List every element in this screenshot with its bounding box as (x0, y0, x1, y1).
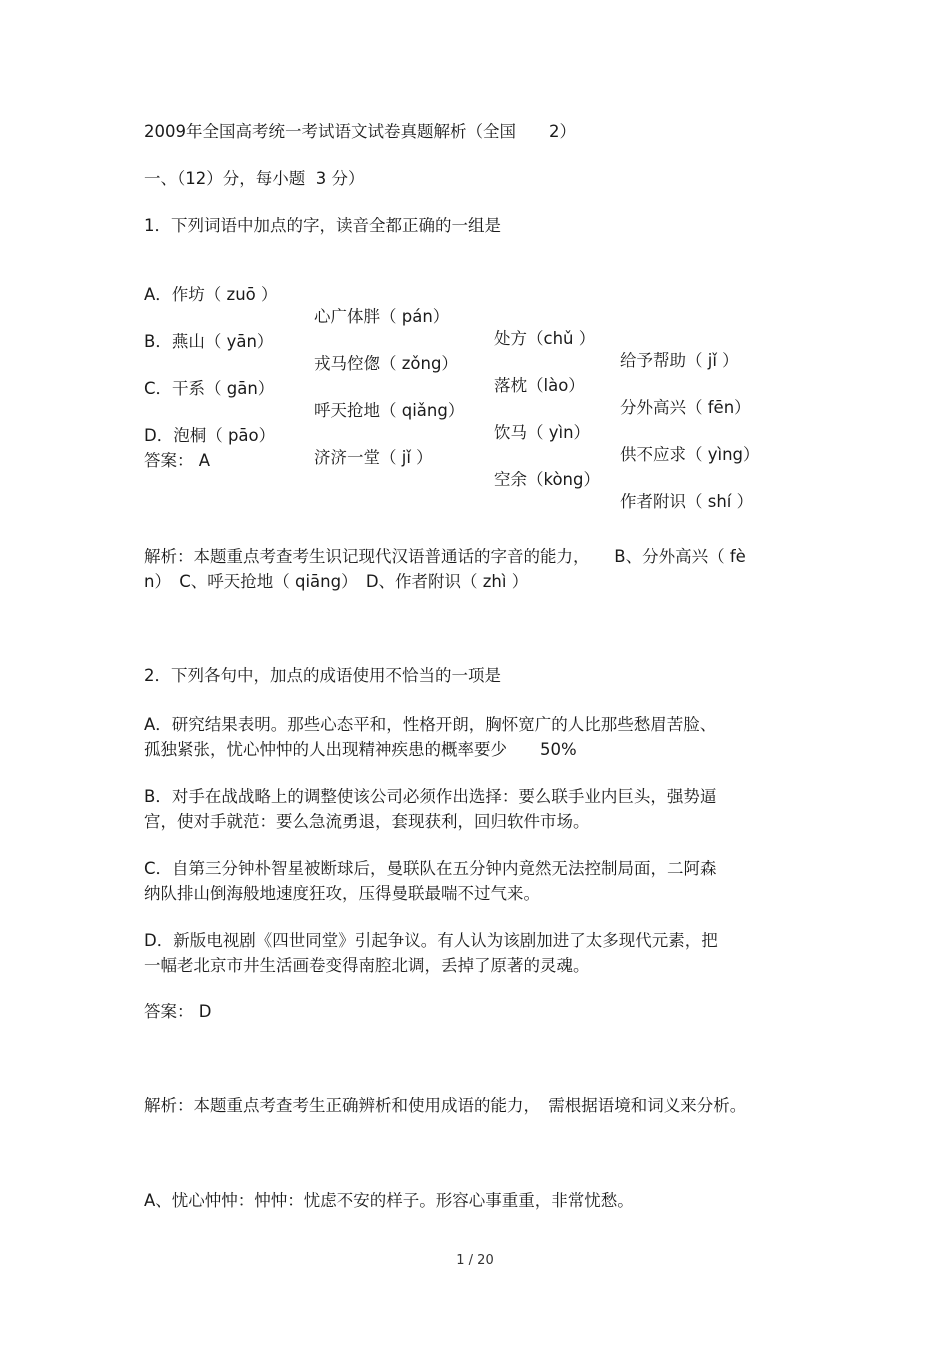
option-b-item-3: 落枕（lào） (494, 376, 585, 395)
option-c-item-2: 呼天抢地（ qiǎng） (314, 401, 465, 420)
option-a-item-2: 心广体胖（ pán） (314, 307, 450, 326)
question-2-answer: 答案： D (144, 1002, 212, 1021)
option-a-line-1: A．研究结果表明。那些心态平和，性格开朗，胸怀宽广的人比那些愁眉苦脸、 (144, 715, 717, 734)
question-2-note-a: A、忧心忡忡：忡忡：忧虑不安的样子。形容心事重重，非常忧愁。 (144, 1191, 634, 1210)
option-c-line-1: C．自第三分钟朴智星被断球后，曼联队在五分钟内竟然无法控制局面，二阿森 (144, 859, 717, 878)
option-b-line-2: 宫，使对手就范：要么急流勇退，套现获利，回归软件市场。 (144, 812, 590, 831)
question-1-stem: 1．下列词语中加点的字，读音全都正确的一组是 (144, 216, 501, 235)
question-2-option-a (144, 712, 784, 762)
option-d-line-1: D．新版电视剧《四世同堂》引起争议。有人认为该剧加进了太多现代元素，把 (144, 931, 718, 950)
question-1-analysis (144, 544, 784, 594)
option-a-line-2: 孤独紧张，忧心忡忡的人出现精神疾患的概率要少 50% (144, 740, 577, 759)
analysis-line-1: 解析：本题重点考查考生识记现代汉语普通话的字音的能力， B、分外高兴（ fè (144, 547, 746, 566)
analysis-line-2: n） C、呼天抢地（ qiāng） D、作者附识（ zhì ） (144, 572, 529, 591)
question-2-option-c (144, 856, 784, 906)
option-b-item-2: 戎马倥偬（ zǒng） (314, 354, 458, 373)
section-heading: 一、（12）分，每小题 3 分） (144, 169, 365, 188)
option-d-item-1: D．泡桐（ pāo） (144, 426, 276, 445)
doc-title: 2009年全国高考统一考试语文试卷真题解析（全国 2） (144, 122, 576, 141)
question-2-option-d (144, 928, 784, 978)
option-a-item-3: 处方（chǔ ） (494, 329, 596, 348)
option-a-item-4: 给予帮助（ jǐ ） (620, 351, 739, 370)
option-d-item-3: 空余（kòng） (494, 470, 600, 489)
option-b-item-1: B．燕山（ yān） (144, 332, 274, 351)
question-2-analysis: 解析：本题重点考查考生正确辨析和使用成语的能力， 需根据语境和词义来分析。 (144, 1096, 747, 1115)
option-d-item-4: 作者附识（ shí ） (620, 492, 754, 511)
page-number: 1 / 20 (456, 1253, 494, 1268)
option-d-line-2: 一幅老北京市井生活画卷变得南腔北调，丢掉了原著的灵魂。 (144, 956, 590, 975)
option-c-item-3: 饮马（ yìn） (494, 423, 591, 442)
option-a-item-1: A．作坊（ zuō ） (144, 285, 278, 304)
question-2-stem: 2．下列各句中，加点的成语使用不恰当的一项是 (144, 666, 501, 685)
question-1-answer: 答案： A (144, 451, 211, 470)
question-2-option-b (144, 784, 784, 834)
option-b-line-1: B．对手在战战略上的调整使该公司必须作出选择：要么联手业内巨头，强势逼 (144, 787, 717, 806)
option-b-item-4: 分外高兴（ fēn） (620, 398, 751, 417)
option-d-item-2: 济济一堂（ jǐ ） (314, 448, 433, 467)
option-c-item-4: 供不应求（ yìng） (620, 445, 760, 464)
option-c-item-1: C．干系（ gān） (144, 379, 275, 398)
option-c-line-2: 纳队排山倒海般地速度狂攻，压得曼联最喘不过气来。 (144, 884, 540, 903)
